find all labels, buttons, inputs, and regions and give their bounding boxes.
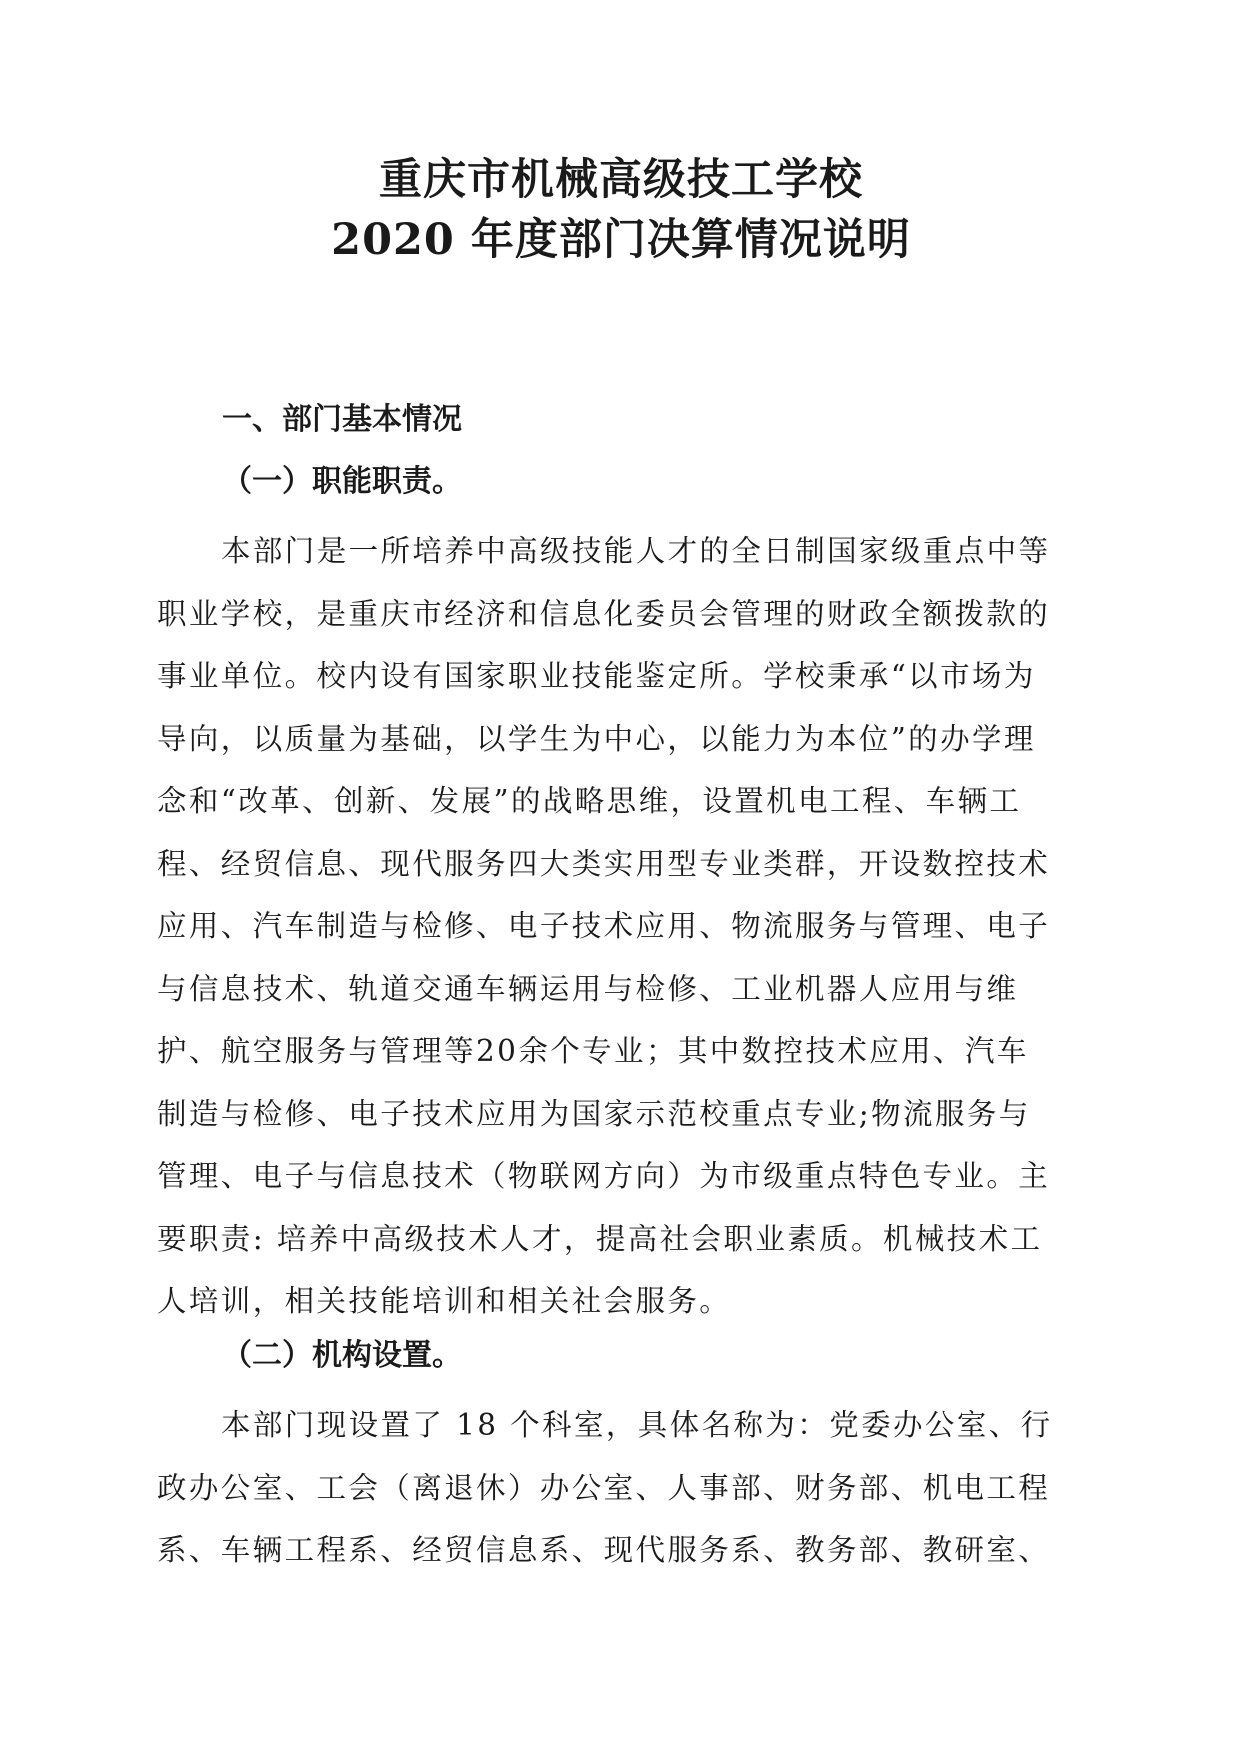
text-line: 人培训，相关技能培训和相关社会服务。 [157, 1284, 732, 1318]
text-line: 护、航空服务与管理等20余个专业；其中数控技术应用、汽车 [157, 1034, 1029, 1068]
text-line: 程、经贸信息、现代服务四大类实用型专业类群，开设数控技术 [157, 846, 1051, 881]
text-line: 系、车辆工程系、经贸信息系、现代服务系、教务部、教研室、 [157, 1533, 1051, 1567]
paragraph-organization [157, 1394, 1087, 1582]
text-line: 职业学校，是重庆市经济和信息化委员会管理的财政全额拨款的 [157, 596, 1051, 631]
paragraph-functions [157, 520, 1087, 1333]
subsection-heading-organization: （二）机构设置。 [222, 1338, 462, 1373]
section-heading-basic-info: 一、部门基本情况 [222, 402, 462, 437]
text-line: 要职责: 培养中高级技术人才，提高社会职业素质。机械技术工 [157, 1221, 1043, 1256]
text-line: 应用、汽车制造与检修、电子技术应用、物流服务与管理、电子 [157, 909, 1051, 943]
text-line: 本部门现设置了 18 个科室，具体名称为：党委办公室、行 [221, 1408, 1053, 1442]
text-line: 管理、电子与信息技术（物联网方向）为市级重点特色专业。主 [157, 1159, 1051, 1193]
text-line: 政办公室、工会（离退休）办公室、人事部、财务部、机电工程 [157, 1470, 1051, 1505]
text-line: 制造与检修、电子技术应用为国家示范校重点专业;物流服务与 [157, 1096, 1031, 1131]
text-line: 与信息技术、轨道交通车辆运用与检修、工业机器人应用与维 [157, 971, 1019, 1006]
document-title-line-2: 2020 年度部门决算情况说明 [331, 215, 911, 265]
text-line: 事业单位。校内设有国家职业技能鉴定所。学校秉承“以市场为 [157, 659, 1036, 693]
text-line: 导向，以质量为基础，以学生为中心，以能力为本位”的办学理 [157, 721, 1036, 756]
text-line: 念和“改革、创新、发展”的战略思维，设置机电工程、车辆工 [157, 784, 1022, 818]
document-title-line-1: 重庆市机械高级技工学校 [379, 155, 863, 205]
subsection-heading-functions: （一）职能职责。 [222, 464, 462, 499]
text-line: 本部门是一所培养中高级技能人才的全日制国家级重点中等 [221, 534, 1051, 568]
